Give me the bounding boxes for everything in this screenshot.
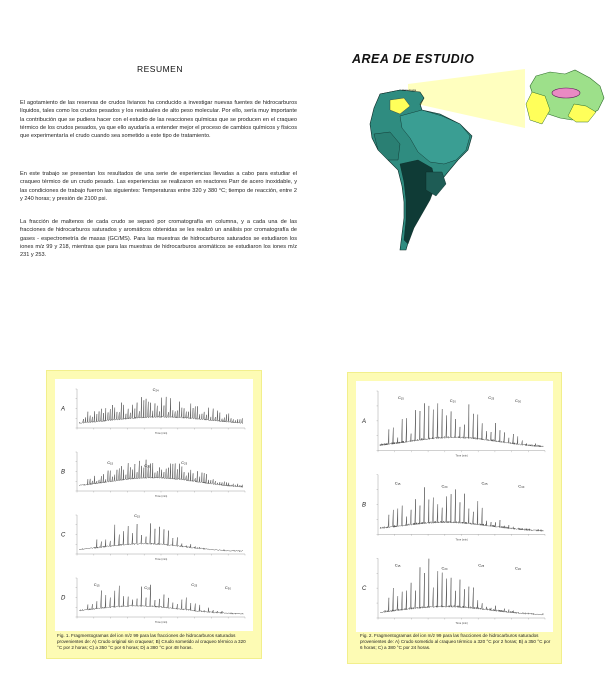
chromatogram-label-3: C bbox=[61, 532, 66, 539]
peak-label: C₂₀ bbox=[441, 565, 448, 571]
peak-label: C₁₅ bbox=[398, 395, 404, 400]
figure-1-chromatograms bbox=[55, 379, 253, 631]
peak-label: C₁₅ bbox=[394, 562, 401, 568]
resumen-paragraph-2: En este trabajo se presentan los resultados de una serie de experiencias llevadas a cabo para estudiar el craqueo térmico de un crudo pesado. Las experiencias se realizaron en reactores Parr de acero inoxidable, y las condiciones de trabajo fueron las siguientes: Temperaturas entre 320 y 380 °C; tiempo de reacción, entre 2 y 240 horas; y presión de 2100 psi. bbox=[20, 171, 297, 202]
chromatogram-label-3: C bbox=[362, 586, 367, 593]
peak-label: C₂₀ bbox=[441, 483, 448, 489]
chromatogram-label-1: A bbox=[362, 418, 367, 425]
figure-1-panel bbox=[46, 370, 262, 659]
chromatogram-label-4: D bbox=[61, 595, 66, 602]
peak-label: C₁₅ bbox=[134, 513, 140, 518]
resumen-paragraph-1: El agotamiento de las reservas de crudos livianos ha conducido a investigar nuevas fuentes de hidrocarburos líquidos, tales como los crudos pesados y los residuales de alto peso molecular. Por ello, sería muy importante la contribución que se pudiera hacer con el estudio de las reacciones químicas que se producen en el craqueo térmico de los crudos pesados, ya que ello ayudaría a entender mejor el proceso de cambios químicos y físicos que experimentaría el crudo cuando sea sometido a este tipo de tratamiento. bbox=[20, 100, 297, 140]
chromatogram-axis-title: Time (min) bbox=[155, 432, 168, 435]
peak-label: C₂₀ bbox=[144, 585, 151, 590]
chromatogram-3 bbox=[61, 513, 245, 561]
resumen-paragraph-3: La fracción de maltenos de cada crudo se separó por cromatografía en columna, y a cada una de las fracciones de hidrocarburos saturados y aromáticos obtenidas se les realizó un análisis por cromatografía de gases - espectrometría de masas (GC/MS). Para las muestras de hidrocarburos saturados se estudiaron los iones m/z 99 y 218, mientras que para las muestras de hidrocarburos aromáticos se estudiaron los iones m/z 231 y 253. bbox=[20, 219, 297, 259]
chromatogram-axis-title: Time (min) bbox=[455, 454, 468, 458]
figure-2-caption: Fig. 2. Fragmentogramas del ion m/z 99 para las fracciones de hidrocarburos saturados provenientes de: A) Crudo sometido al craqueo térmico a 320 °C por 2 horas; B) a 350 °C por 6 horas; C) a 380 °C por 24 horas. bbox=[360, 633, 551, 650]
chromatogram-1 bbox=[361, 391, 545, 458]
peak-label: C₂₀ bbox=[449, 398, 456, 403]
figure-1-caption: Fig. 1. Fragmentogramas del ion m/z 99 para las fracciones de hidrocarburos saturados provenientes de: A) Crudo original sin craquear; B) Crudo sometido al craqueo térmico a 320 °C por 2 horas; C) a 350 °C por 6 horas; D) a 380 °C por 48 horas. bbox=[57, 633, 246, 650]
chromatogram-1 bbox=[60, 387, 245, 435]
peak-label: C₂₅ bbox=[478, 562, 485, 568]
study-area-map bbox=[360, 64, 610, 254]
peak-label: C₃₀ bbox=[514, 398, 522, 403]
peak-label: C₂₅ bbox=[181, 460, 188, 465]
peak-label: C₂₅ bbox=[191, 582, 198, 587]
peak-label: C₂₅ bbox=[488, 395, 495, 400]
chromatogram-axis-title: Time (min) bbox=[155, 495, 168, 498]
figure-1-svg bbox=[55, 379, 253, 631]
area-de-estudio-title: AREA DE ESTUDIO bbox=[352, 52, 475, 66]
chromatogram-axis-title: Time (min) bbox=[455, 622, 468, 625]
peak-label: C₂₅ bbox=[481, 480, 488, 486]
figure-2-svg bbox=[356, 381, 553, 632]
chromatogram-2 bbox=[362, 475, 545, 542]
resumen-title: RESUMEN bbox=[136, 64, 183, 74]
peak-label: C₁₅ bbox=[93, 582, 100, 587]
chromatogram-label-2: B bbox=[362, 502, 367, 509]
figure-2-panel bbox=[347, 372, 562, 664]
peak-label: C₁₅ bbox=[107, 460, 114, 465]
chromatogram-label-2: B bbox=[61, 469, 66, 476]
peak-label: C₁₅ bbox=[394, 480, 401, 486]
chromatogram-3 bbox=[362, 558, 545, 625]
chromatogram-4 bbox=[61, 578, 245, 624]
peak-label: C₂₄ bbox=[152, 387, 159, 392]
figure-2-chromatograms bbox=[356, 381, 553, 632]
chromatogram-axis-title: Time (min) bbox=[455, 538, 468, 542]
chromatogram-label-1: A bbox=[61, 406, 66, 413]
chromatogram-axis-title: Time (min) bbox=[155, 621, 168, 624]
peak-label: C₃₀ bbox=[224, 585, 232, 590]
chromatogram-axis-title: Time (min) bbox=[155, 558, 168, 561]
chromatogram-2 bbox=[61, 452, 245, 498]
peak-label: C₃₀ bbox=[518, 483, 525, 489]
peak-label: C₂₀ bbox=[144, 463, 151, 468]
peak-label: C₃₀ bbox=[514, 565, 522, 571]
venezuela-map-label: Venezuela bbox=[402, 88, 417, 92]
